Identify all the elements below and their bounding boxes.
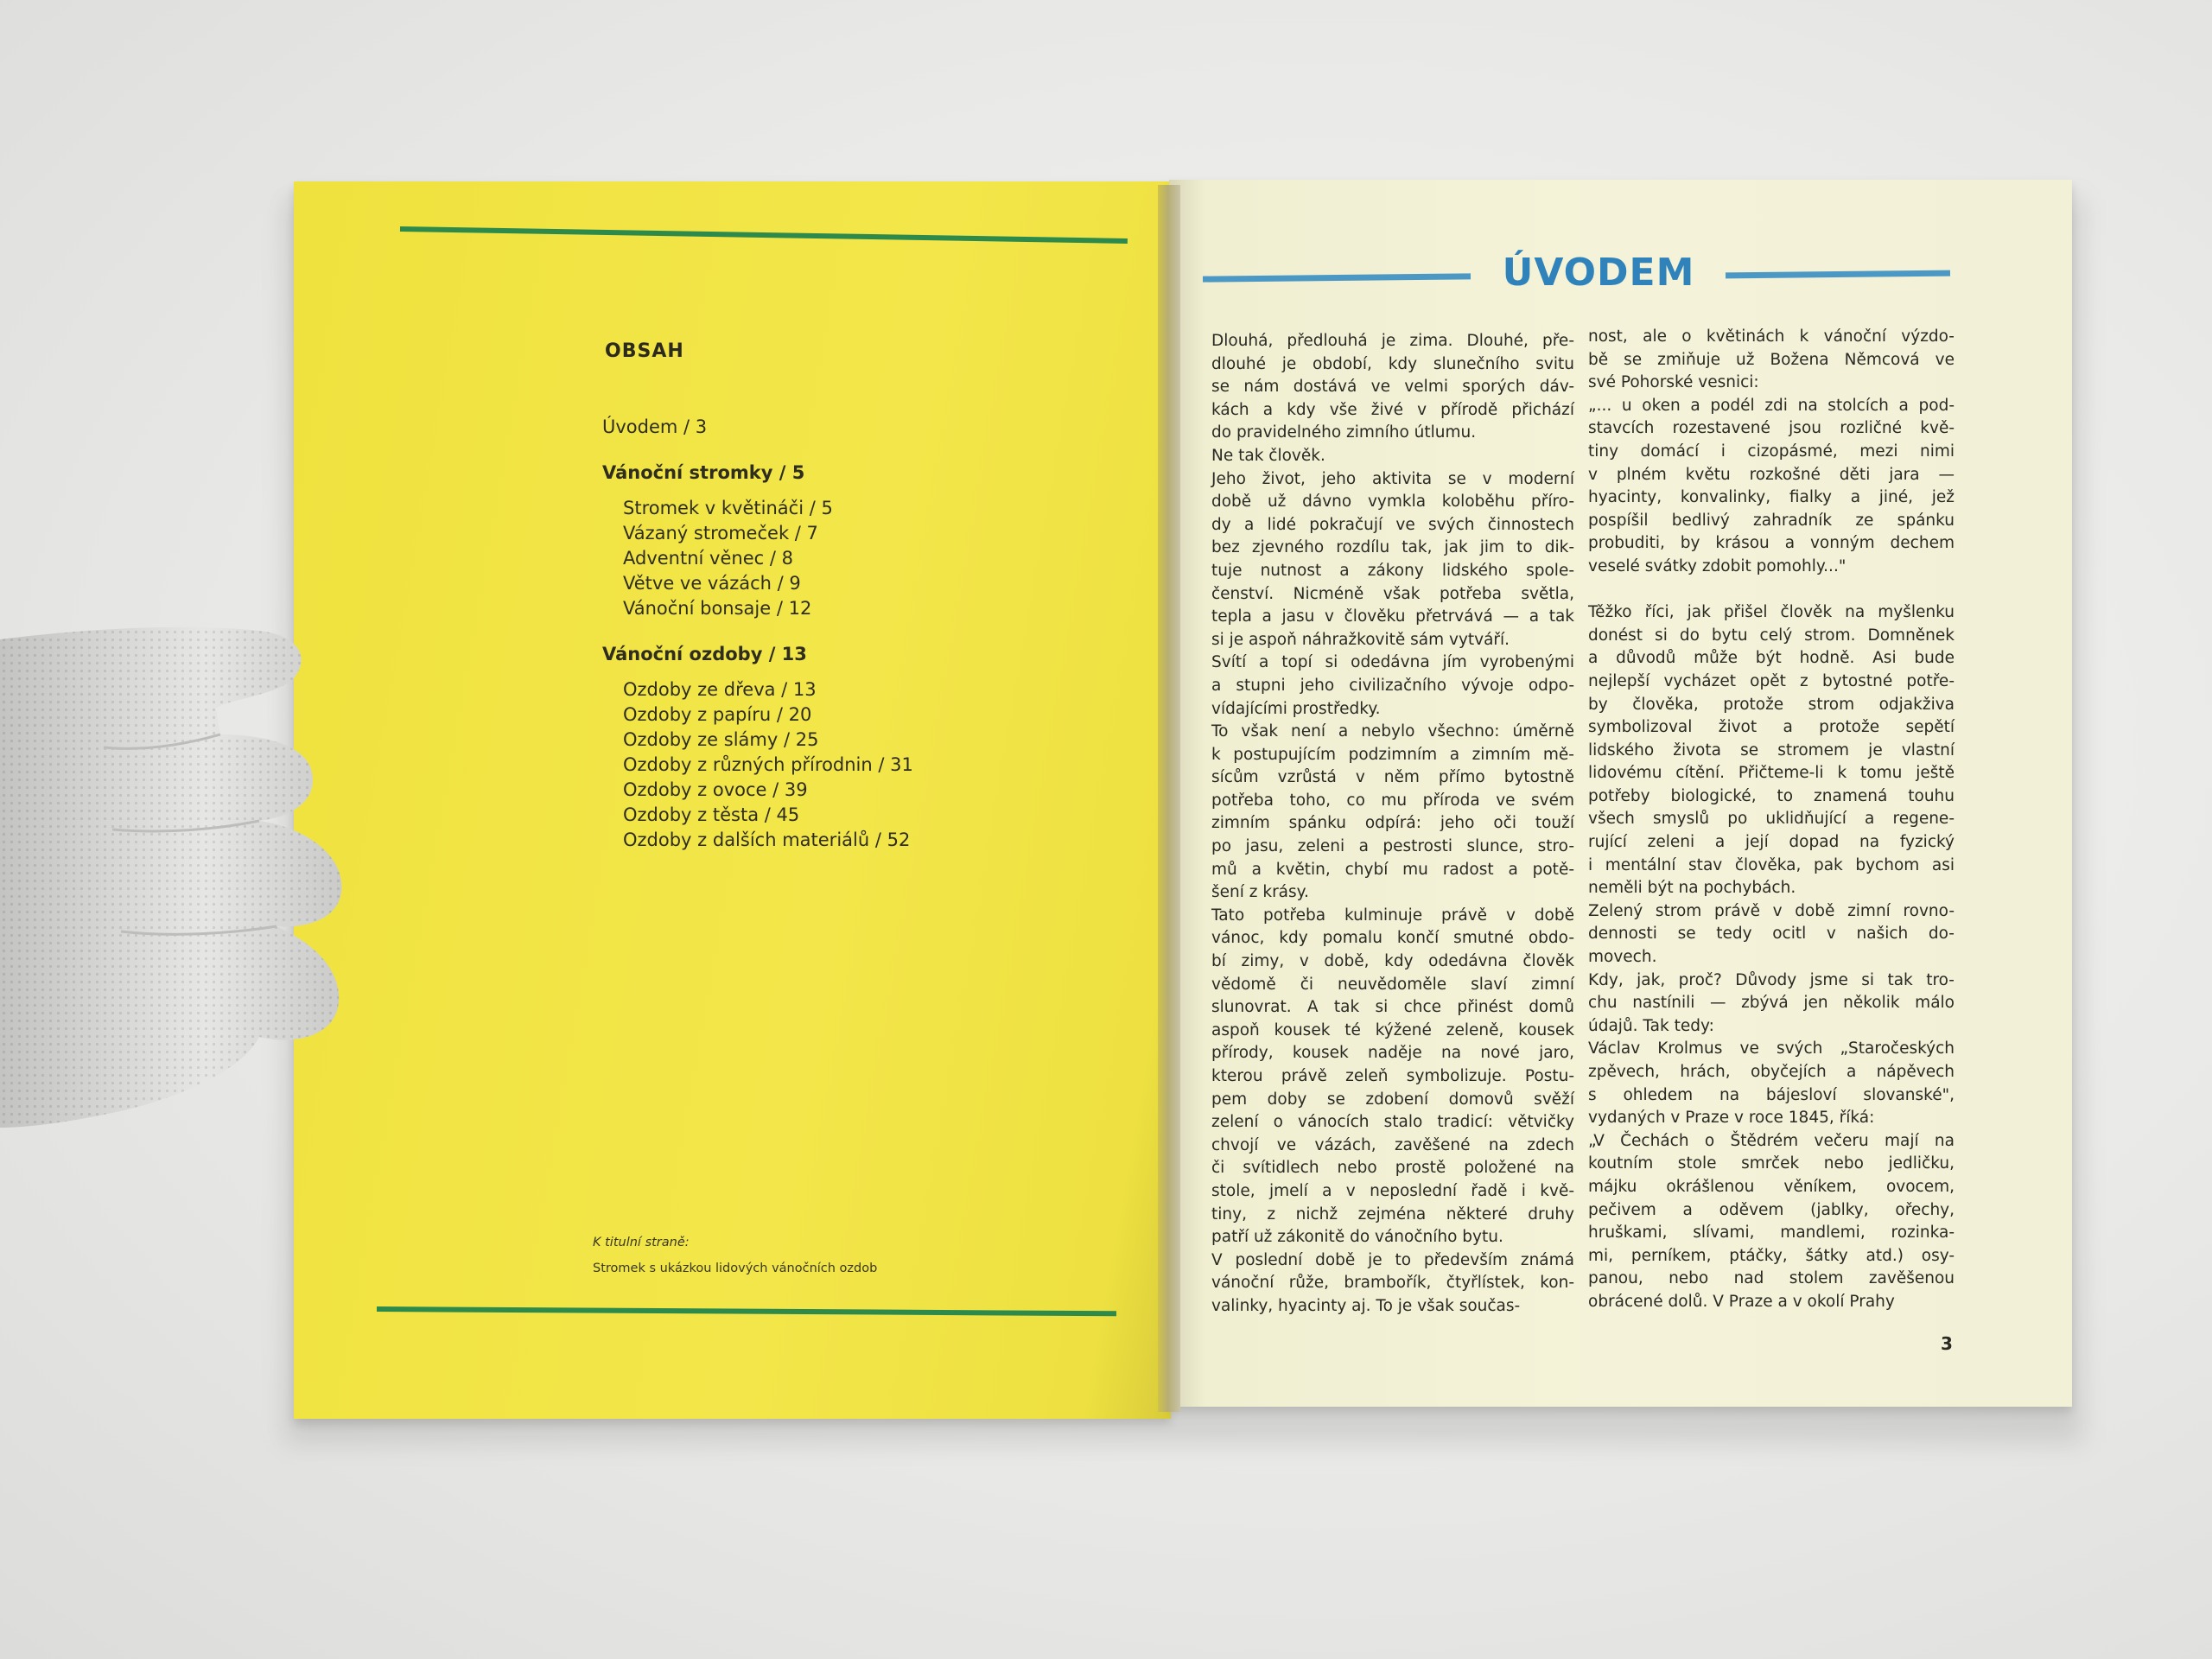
text-line: tepla a jasu v člověku přetrvává — a tak — [1211, 607, 1574, 626]
text-line: nost, ale o květinách k vánoční výzdo- — [1588, 327, 1955, 346]
article-title: ÚVODEM — [1502, 251, 1695, 295]
text-line: šení z krásy. — [1211, 883, 1309, 902]
text-line: pospíšil bedlivý zahradník ze spánku — [1588, 511, 1955, 530]
text-line: bez zjevného rozdílu tak, jak jim to dik- — [1211, 538, 1574, 557]
text-line: potřeby biologické, to znamená touhu — [1588, 786, 1955, 805]
text-line: mů a květin, chybí mu radost a potě- — [1211, 860, 1574, 879]
text-line: dennosti se tedy ocitl v našich do- — [1588, 925, 1955, 944]
toc-item: Ozdoby z ovoce / 39 — [623, 779, 808, 800]
text-line: lidovému cítění. Přičteme-li k tomu ještě — [1588, 764, 1955, 783]
toc-heading: OBSAH — [605, 340, 684, 362]
text-line: mi, perníkem, ptáčky, šátky atd.) osy- — [1588, 1246, 1955, 1265]
text-line: veselé svátky zdobit pomohly..." — [1588, 556, 1847, 575]
text-line: dlouhé je období, kdy slunečního svitu — [1211, 354, 1574, 373]
text-line: valinky, hyacinty aj. To je však součas- — [1211, 1296, 1521, 1315]
text-line: zimním spánku odpírá: jeho oči touží — [1211, 814, 1574, 833]
text-line: lidského života se stromem je vlastní — [1588, 741, 1955, 760]
text-line: přírody, kousek naděje na nové jaro, — [1211, 1044, 1574, 1063]
text-line: a stupni jeho civilizačního vývoje odpo- — [1211, 676, 1574, 695]
page-number: 3 — [1941, 1333, 1953, 1354]
text-line: si je aspoň náhražkovitě sám vytváří. — [1211, 630, 1510, 649]
text-line: symbolizoval život a protože sepětí — [1588, 718, 1955, 737]
caption-text: Stromek s ukázkou lidových vánočních ozdob — [593, 1262, 878, 1275]
text-line: sícům vzrůstá v něm přímo bytostně — [1211, 768, 1574, 787]
text-line: kách a kdy vše živé v přírodě přichází — [1211, 400, 1574, 419]
toc-item: Vázaný stromeček / 7 — [623, 523, 818, 543]
toc-section: Vánoční stromky / 5 — [602, 462, 805, 483]
text-line: době už dávno vymkla koloběhu příro- — [1211, 493, 1574, 512]
text-line: obrácené dolů. V Praze a v okolí Prahy — [1588, 1292, 1895, 1311]
text-line: by člověka, protože strom odjakživa — [1588, 695, 1955, 714]
text-line: „V Čechách o Štědrém večeru mají na — [1588, 1131, 1955, 1150]
text-line: „... u oken a podél zdi na stolcích a pod- — [1588, 396, 1955, 415]
text-line: Dlouhá, předlouhá je zima. Dlouhé, pře- — [1211, 332, 1574, 350]
text-line: aspoň kousek té kýžené zeleně, kousek — [1211, 1020, 1574, 1039]
text-line: V poslední době je to především známá — [1211, 1250, 1574, 1269]
text-line: chu nastínili — zbývá jen několik málo — [1588, 994, 1955, 1013]
text-line: či svítidlech nebo prostě položené na — [1211, 1159, 1574, 1178]
text-line: Zelený strom právě v době zimní rovno- — [1588, 901, 1955, 920]
toc-item: Ozdoby ze slámy / 25 — [623, 729, 819, 750]
toc-item: Větve ve vázách / 9 — [623, 573, 801, 594]
article-right-column — [1588, 326, 1955, 1314]
text-line: a důvodů může být hodně. Asi bude — [1588, 649, 1955, 668]
text-line: neměli být na pochybách. — [1588, 879, 1796, 898]
toc-section: Vánoční ozdoby / 13 — [602, 644, 807, 664]
toc-item: Stromek v květináči / 5 — [623, 498, 833, 518]
text-line: Svítí a topí si odedávna jím vyrobenými — [1211, 653, 1574, 672]
text-line: tiny domácí i cizopásmé, mezi nimi — [1588, 442, 1955, 461]
text-line: vídajícími prostředky. — [1211, 699, 1381, 718]
text-line: i mentální stav člověka, pak bychom asi — [1588, 855, 1955, 874]
toc-item: Ozdoby z dalších materiálů / 52 — [623, 830, 911, 850]
text-line: vědomě či neuvědoměle slaví zimní — [1211, 975, 1574, 994]
text-line: vánoční růže, brambořík, čtyřlístek, kon- — [1211, 1274, 1574, 1293]
text-line: pečivem a oděvem (jablky, ořechy, — [1588, 1200, 1955, 1219]
text-line: zpěvech, hrách, obyčejích a nápěvech — [1588, 1063, 1955, 1081]
toc-item: Vánoční bonsaje / 12 — [623, 598, 812, 619]
glove-shape — [0, 627, 341, 1128]
text-line: donést si do bytu celý strom. Domněnek — [1588, 626, 1955, 645]
article-left-column — [1211, 330, 1574, 1319]
text-line: To však není a nebylo všechno: úměrně — [1211, 722, 1574, 741]
text-line: se nám dostává ve velmi sporých dáv- — [1211, 378, 1574, 397]
text-line: své Pohorské vesnici: — [1588, 373, 1759, 392]
text-line: rující zeleni a její dopad na fyzický — [1588, 833, 1955, 852]
book-spine — [1158, 185, 1180, 1412]
text-line: movech. — [1588, 948, 1657, 967]
toc-section: Úvodem / 3 — [602, 416, 708, 437]
text-line: Kdy, jak, proč? Důvody jsme si tak tro- — [1588, 970, 1955, 989]
text-line: zelení o vánocích stalo tradicí: větvičky — [1211, 1113, 1574, 1132]
toc-item: Ozdoby ze dřeva / 13 — [623, 679, 817, 700]
cover-caption — [593, 1230, 877, 1281]
text-line: vánoc, kdy pomalu končí smutné obdo- — [1211, 929, 1574, 948]
text-line: chvojí ve vázách, zavěšené na zdech — [1211, 1135, 1574, 1154]
text-line: Ne tak člověk. — [1211, 446, 1325, 465]
text-line: patří už zákonitě do vánočního bytu. — [1211, 1228, 1503, 1247]
text-line: panou, nebo nad stolem zavěšenou — [1588, 1269, 1955, 1288]
text-line: všech smyslů po uklidňující a regene- — [1588, 810, 1955, 829]
text-line: po jasu, zeleni a pestrosti slunce, stro- — [1211, 837, 1574, 856]
text-line: májku okrášlenou věníkem, ovocem, — [1588, 1177, 1955, 1196]
text-line: vydaných v Praze v roce 1845, říká: — [1588, 1109, 1875, 1128]
text-line: stole, jmelí a v neposlední řadě i kvě- — [1211, 1181, 1574, 1200]
text-line: Jeho život, jeho aktivita se v moderní — [1211, 469, 1574, 488]
text-line: nejlepší vycházet opět z bytostné potře- — [1588, 671, 1955, 690]
text-line: stavcích rozestavené jsou rozličné kvě- — [1588, 419, 1955, 438]
text-line: Václav Krolmus ve svých „Staročeských — [1588, 1039, 1955, 1058]
text-line: probuditi, by krásou a vonným dechem — [1588, 534, 1955, 553]
text-line: dy a lidé pokračují ve svých činnostech — [1211, 515, 1574, 534]
text-line: k postupujícím podzimním a zimním mě- — [1211, 745, 1574, 764]
toc-item: Ozdoby z papíru / 20 — [623, 704, 812, 725]
caption-label: K titulní straně: — [593, 1236, 690, 1249]
table-of-contents — [602, 415, 1086, 853]
toc-item: Ozdoby z různých přírodnin / 31 — [623, 754, 913, 775]
text-line: s ohledem na bájesloví slovanské", — [1588, 1085, 1955, 1104]
text-line: potřeba toho, co mu příroda ve svém — [1211, 791, 1574, 810]
text-line: tuje nutnost a zákony lidského spole- — [1211, 561, 1574, 580]
toc-item: Adventní věnec / 8 — [623, 548, 793, 569]
text-line: koutním stole smrček nebo jedličku, — [1588, 1154, 1955, 1173]
text-line: pem doby se zdobení domovů svěží — [1211, 1090, 1574, 1109]
toc-item: Ozdoby z těsta / 45 — [623, 804, 800, 825]
gloved-hand — [0, 605, 397, 1158]
text-line: tiny, z nichž zejména některé druhy — [1211, 1205, 1574, 1224]
text-line: do pravidelného zimního útlumu. — [1211, 423, 1477, 442]
text-line: v plném květu rozkošné děti jara — — [1588, 465, 1955, 484]
text-line — [1588, 579, 1955, 602]
text-line: hyacinty, konvalinky, fialky a jiné, jež — [1588, 488, 1955, 507]
text-line: čenství. Nicméně však potřeba světla, — [1211, 584, 1574, 603]
text-line: Tato potřeba kulminuje právě v době — [1211, 906, 1574, 925]
text-line: Těžko říci, jak přišel člověk na myšlenku — [1588, 603, 1955, 622]
text-line: údajů. Tak tedy: — [1588, 1016, 1714, 1035]
text-line: bě se zmiňuje už Božena Němcová ve — [1588, 350, 1955, 369]
text-line: bí zimy, v době, kdy odedávna člověk — [1211, 952, 1574, 971]
text-line: hruškami, slívami, mandlemi, rozinka- — [1588, 1224, 1955, 1243]
text-line: kterou právě zeleň symbolizuje. Postu- — [1211, 1067, 1574, 1085]
text-line: slunovrat. A tak si chce přinést domů — [1211, 998, 1574, 1017]
